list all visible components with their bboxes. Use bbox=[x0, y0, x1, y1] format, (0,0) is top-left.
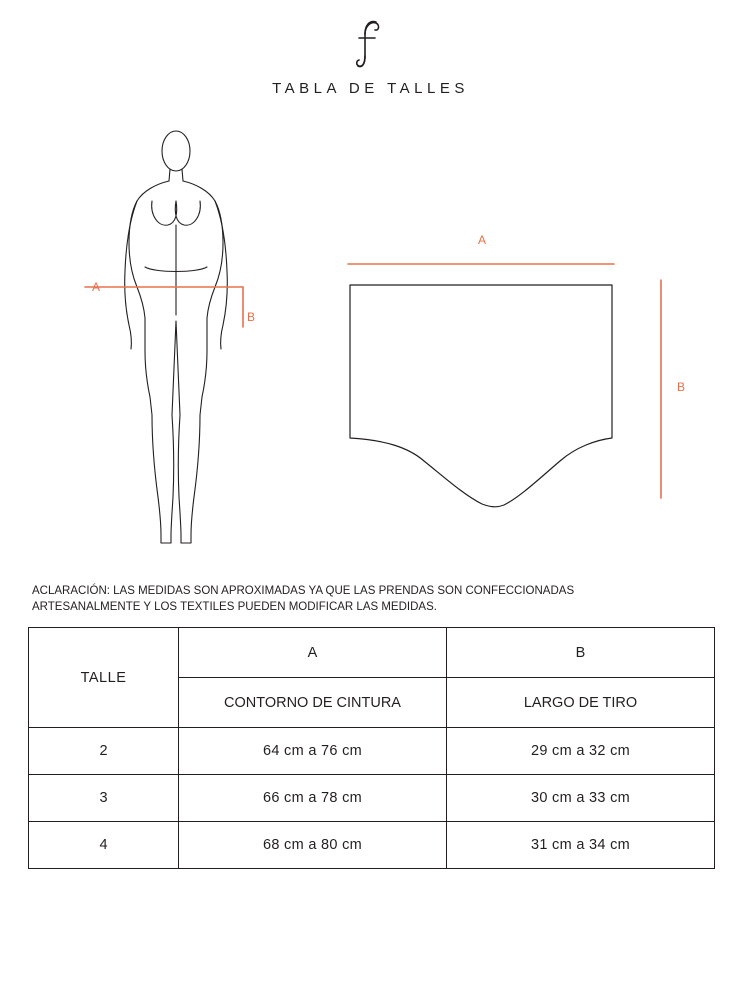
illustration-area bbox=[0, 115, 741, 565]
row-value-b: 29 cm a 32 cm bbox=[447, 728, 715, 775]
row-value-a: 68 cm a 80 cm bbox=[179, 822, 447, 869]
high-waist-panty-flat-sketch bbox=[350, 285, 612, 507]
table-row bbox=[29, 728, 715, 775]
header-desc-b: LARGO DE TIRO bbox=[447, 678, 715, 728]
label-garment-b: B bbox=[677, 380, 686, 394]
disclaimer-line-1: ACLARACIÓN: LAS MEDIDAS SON APROXIMADAS YA QUE LAS PRENDAS SON CONFECCIONADAS bbox=[32, 585, 575, 597]
brand-logo bbox=[0, 16, 741, 77]
size-table bbox=[28, 627, 715, 869]
header-letter-b: B bbox=[447, 628, 715, 678]
header-letter-a: A bbox=[179, 628, 447, 678]
row-value-a: 66 cm a 78 cm bbox=[179, 775, 447, 822]
label-garment-a: A bbox=[478, 233, 487, 247]
row-talle: 4 bbox=[29, 822, 179, 869]
garment-measure-lines bbox=[348, 264, 661, 498]
table-row bbox=[29, 775, 715, 822]
row-value-b: 31 cm a 34 cm bbox=[447, 822, 715, 869]
table-row bbox=[29, 822, 715, 869]
label-body-a: A bbox=[92, 280, 101, 294]
disclaimer-line-2: ARTESANALMENTE Y LOS TEXTILES PUEDEN MODIFICAR LAS MEDIDAS. bbox=[32, 601, 437, 613]
row-value-a: 64 cm a 76 cm bbox=[179, 728, 447, 775]
table-header-row-letters bbox=[29, 628, 715, 678]
female-body-figure bbox=[125, 131, 228, 543]
page-title: TABLA DE TALLES bbox=[272, 80, 469, 97]
row-talle: 2 bbox=[29, 728, 179, 775]
row-talle: 3 bbox=[29, 775, 179, 822]
row-value-b: 30 cm a 33 cm bbox=[447, 775, 715, 822]
label-body-b: B bbox=[247, 310, 256, 324]
figure-measure-lines bbox=[85, 287, 243, 327]
header-talle: TALLE bbox=[29, 628, 179, 728]
disclaimer bbox=[32, 583, 632, 615]
header-desc-a: CONTORNO DE CINTURA bbox=[179, 678, 447, 728]
